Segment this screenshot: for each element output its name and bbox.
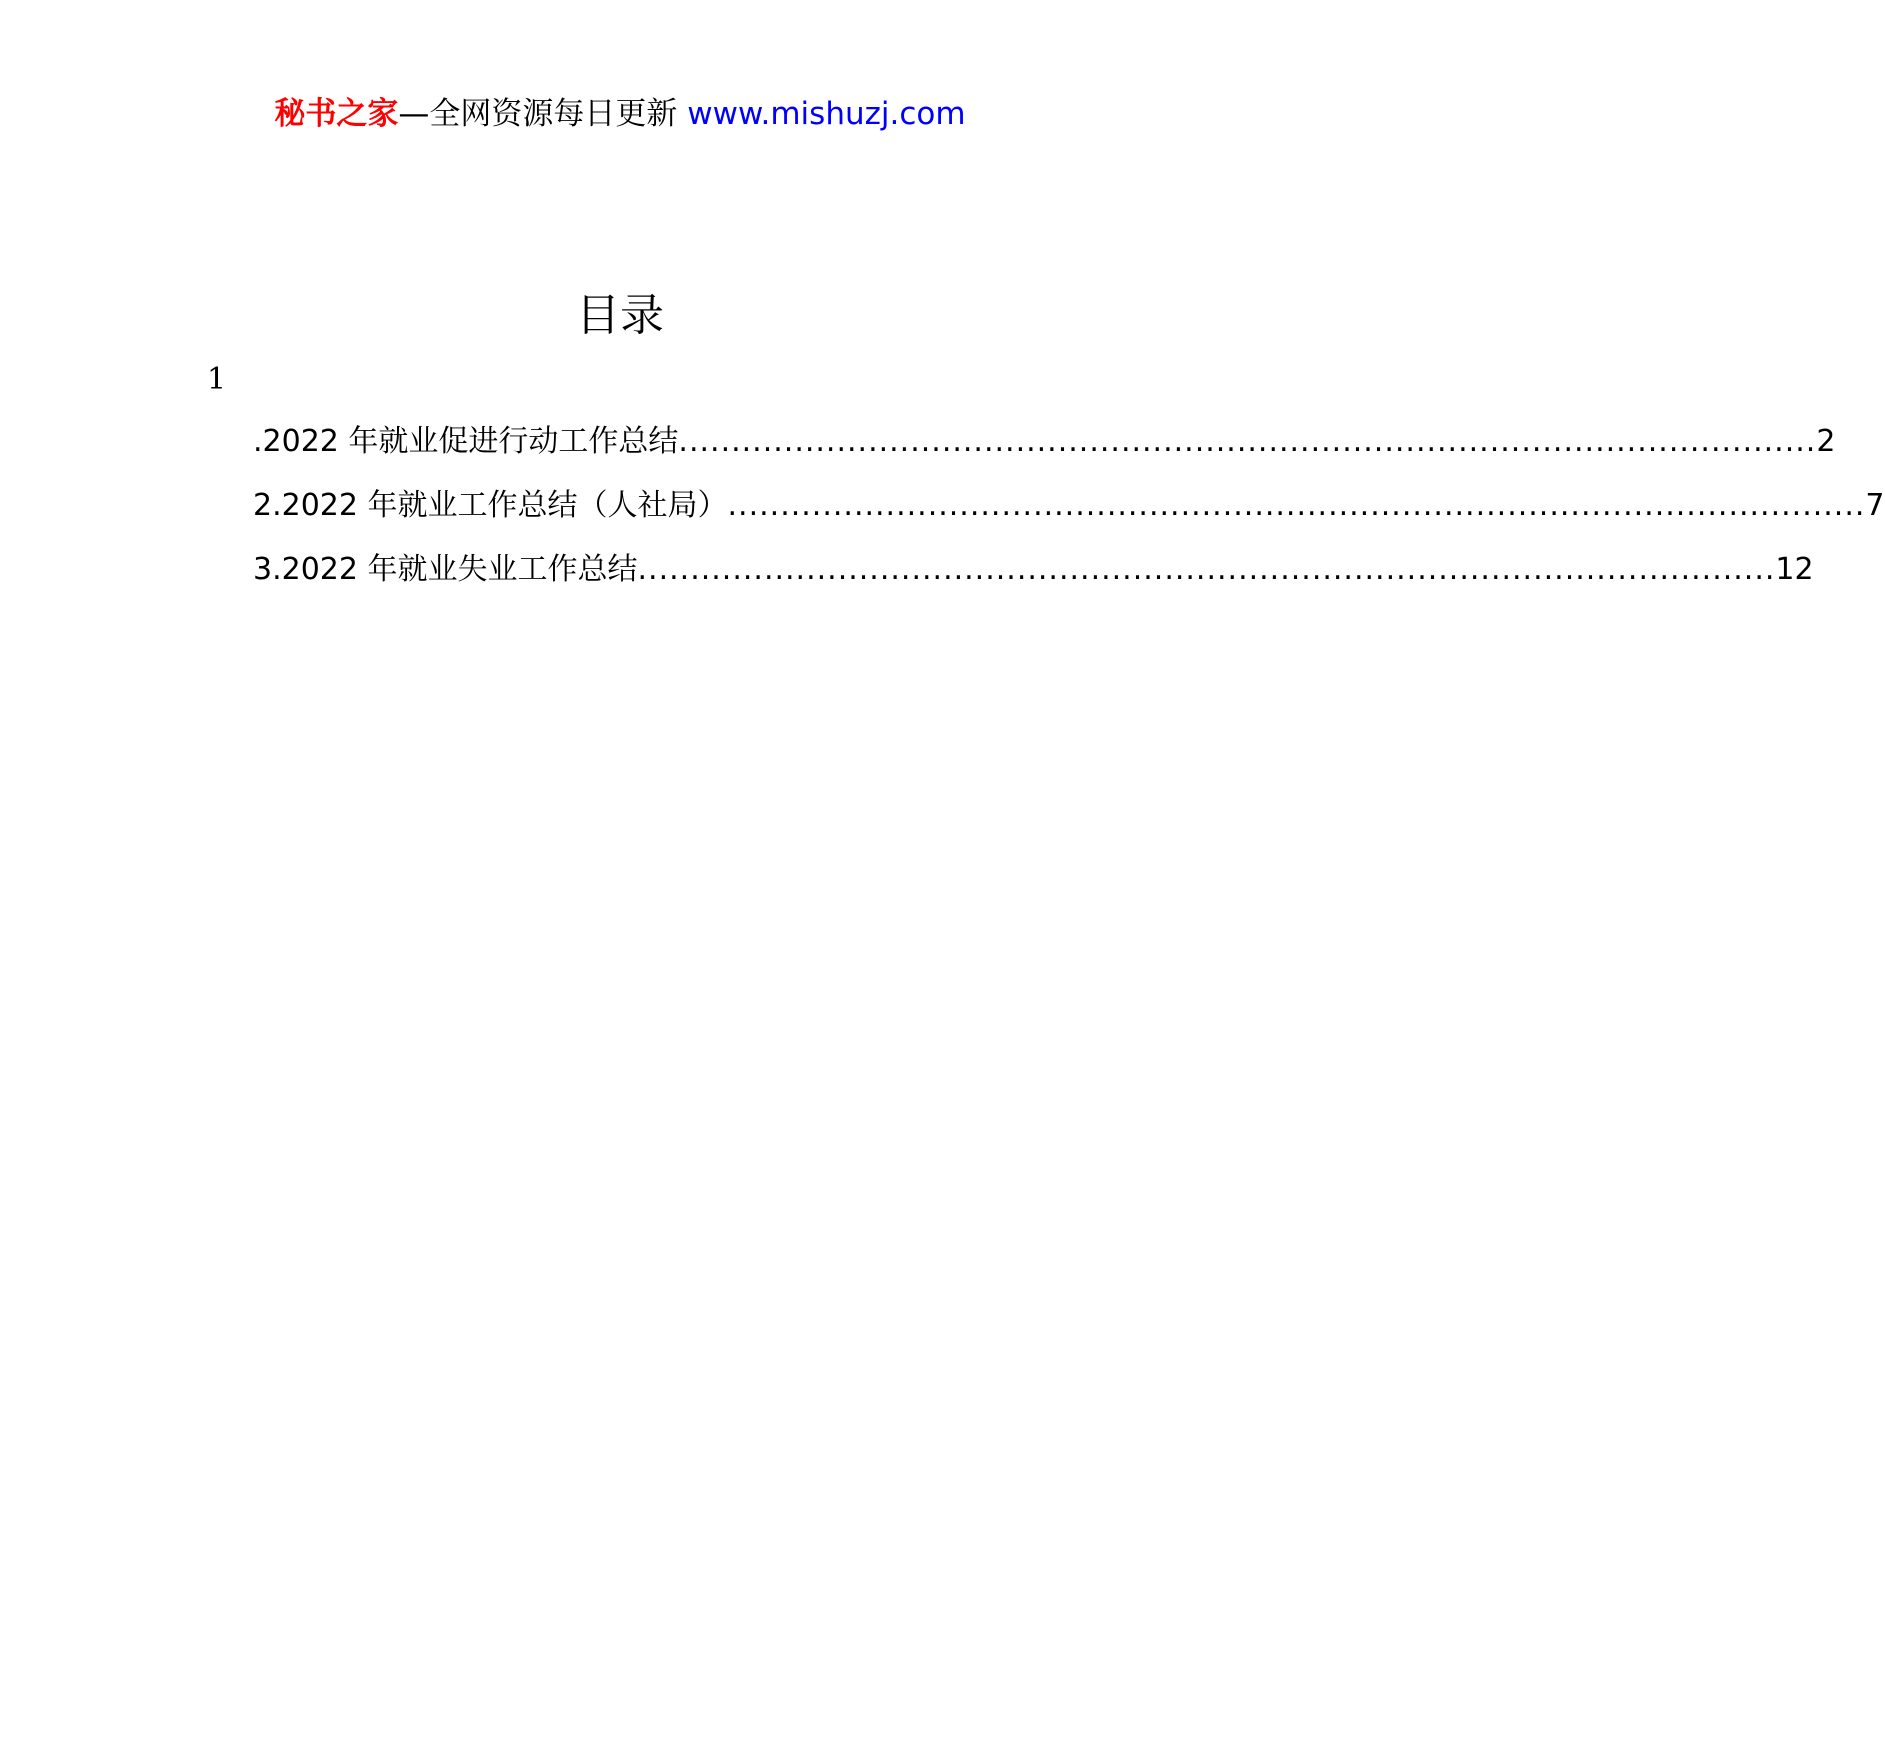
toc-entry-title: .2022 年就业促进行动工作总结 [253, 424, 679, 459]
toc-dot-leader: ............................................................................................................ [727, 488, 1866, 523]
toc-entry[interactable] [253, 552, 1814, 616]
watermark-header [0, 96, 1240, 133]
header-slogan: —全网资源每日更新 [398, 96, 688, 132]
toc-entry-page: 2 [1816, 424, 1836, 459]
toc-dot-leader: ............................................................................................................ [637, 552, 1776, 587]
toc-entry[interactable] [253, 488, 1885, 552]
toc-dot-leader: ............................................................................................................ [678, 424, 1817, 459]
toc-entry-title: 2.2022 年就业工作总结（人社局） [253, 488, 728, 523]
brand-name: 秘书之家 [274, 96, 399, 132]
toc-entry-page: 12 [1775, 552, 1814, 587]
toc-entry-title: 3.2022 年就业失业工作总结 [253, 552, 638, 587]
toc-entry-page: 7 [1865, 488, 1885, 523]
table-of-contents [253, 424, 1885, 616]
page-number: 1 [207, 362, 227, 397]
page-title: 目录 [576, 290, 664, 341]
toc-entry[interactable] [253, 424, 1836, 488]
header-url[interactable]: www.mishuzj.com [687, 96, 966, 132]
